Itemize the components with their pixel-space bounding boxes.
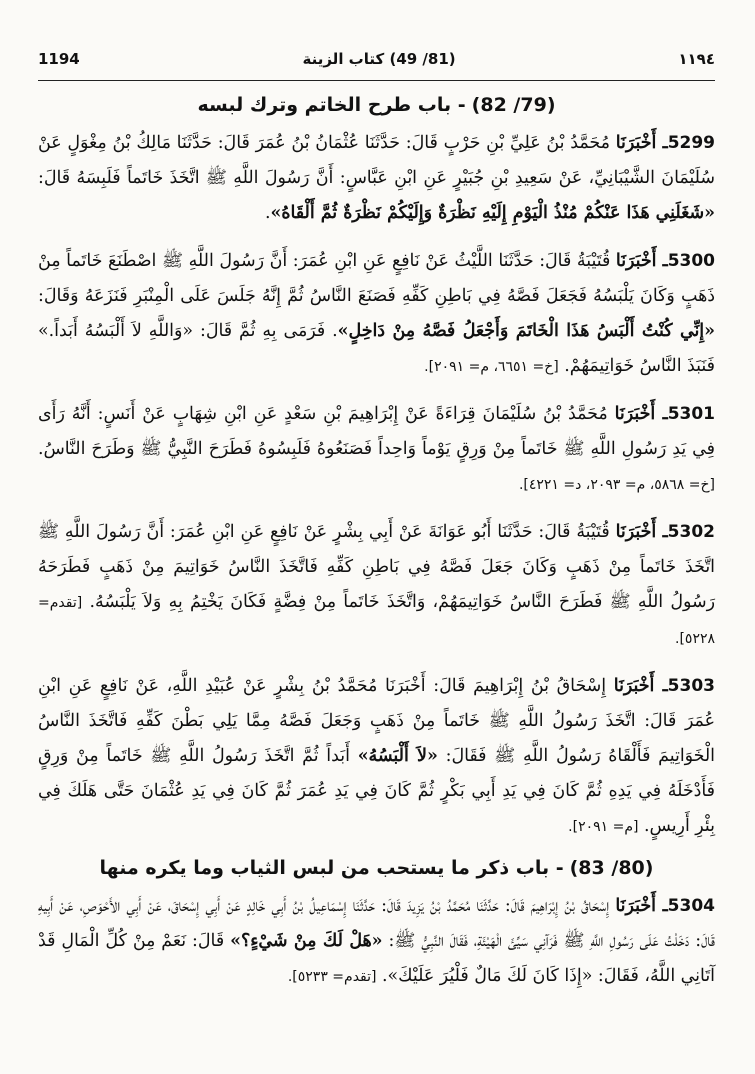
chapter-heading: [38, 857, 715, 879]
hadith-reference: [تقدم= ٥٢٢٨].: [38, 595, 715, 647]
hadith-tail: . فَرَمَى بِهِ ثُمَّ قَالَ: «وَاللَّهِ لاَ أَلْبَسُهُ أَبَداً.» فَنَبَذَ النَّاسُ خَوَاتِيمَهُمْ.: [38, 321, 715, 376]
chapter-number: (79/ 82): [471, 94, 556, 116]
hadith-text: إِسْحَاقُ بْنُ إِبْرَاهِيمَ قَالَ: أَخْبَرَنَا مُحَمَّدُ بْنُ بِشْرٍ عَنْ عُبَيْدِ اللَّهِ، عَنْ نَافِعٍ عَنِ ابْنِ عُمَرَ قَالَ: اتَّخَذَ رَسُولُ اللَّهِ ﷺ خَاتَماً مِنْ ذَهَبٍ وَجَعَلَ فَصَّهُ مِمَّا يَلِي بَطْنَ كَفِّهِ فَاتَّخَذَ النَّاسُ الْخَوَاتِيمَ فَأَلْقَاهُ رَسُولُ اللَّهِ ﷺ فَقَالَ:: [38, 676, 715, 766]
hadith-number: 5304: [667, 896, 715, 916]
hadith-number: 5302: [667, 522, 715, 542]
hadith-quote: «هَلْ لَكَ مِنْ شَيْءٍ؟»: [230, 931, 383, 951]
hadith-paragraph: [38, 397, 715, 503]
hadith-number: 5300: [667, 251, 716, 271]
hadith-opening: ـ أَخْبَرَنَا: [615, 896, 668, 916]
hadith-quote: «لاَ أَلْبَسُهُ»: [357, 746, 438, 766]
hadith-quote: «إِنِّي كُنْتُ أَلْبَسُ هَذَا الْخَاتَمَ وَأَجْعَلُ فَصَّهُ مِنْ دَاخِلٍ»: [337, 321, 715, 341]
hadith-opening: ـ أَخْبَرَنَا: [614, 404, 668, 424]
hadith-opening: ـ أَخْبَرَنَا: [615, 522, 668, 542]
hadith-tail: .: [264, 203, 271, 223]
hadith-tail: قَالَ: نَعَمْ مِنْ كُلِّ الْمَالِ قَدْ آتَانِي اللَّهُ، فَقَالَ: «إِذَا كَانَ لَكَ مَالٌ فَلْيُرَ عَلَيْكَ».: [38, 931, 715, 986]
hadith-number: 5303: [667, 676, 715, 696]
hadith-opening: ـ أَخْبَرَنَا: [615, 251, 668, 271]
hadith-number: 5299: [667, 133, 716, 153]
hadith-opening: ـ أَخْبَرَنَا: [613, 676, 668, 696]
hadith-reference: [خ= ٥٨٦٨، م= ٢٠٩٣، د= ٤٢٢١].: [518, 477, 715, 493]
hadith-text: مُحَمَّدُ بْنُ عَلِيِّ بْنِ حَرْبٍ قَالَ: حَدَّثَنَا عُثْمَانُ بْنُ عُمَرَ قَالَ: حَدَّثَنَا مَالِكُ بْنُ مِغْوَلٍ عَنْ سُلَيْمَانَ الشَّيْبَانِيِّ، عَنْ سَعِيدِ بْنِ جُبَيْرٍ عَنِ ابْنِ عَبَّاسٍ: أَنَّ رَسُولَ اللَّهِ ﷺ اتَّخَذَ خَاتَماً فَلَبِسَهُ قَالَ:: [38, 133, 715, 188]
hadith-number: 5301: [667, 404, 716, 424]
page-body: [38, 94, 715, 1007]
page-header: [38, 44, 715, 74]
hadith-paragraph: [38, 244, 715, 385]
chapter-title: - باب ذكر ما يستحب من لبس الثياب وما يكره منها: [99, 857, 564, 879]
hadith-paragraph: [38, 889, 715, 995]
chapter-number: (80/ 83): [569, 857, 654, 879]
hadith-paragraph: [38, 515, 715, 657]
hadith-paragraph: [38, 126, 715, 232]
hadith-paragraph: [38, 669, 715, 845]
hadith-reference: [م= ٢٠٩١].: [568, 819, 639, 835]
header-divider: [38, 80, 715, 81]
hadith-tail: أَبَداً ثُمَّ اتَّخَذَ رَسُولُ اللَّهِ ﷺ خَاتَماً مِنْ وَرِقٍ فَأَدْخَلَهُ فِي يَدِهِ ثُمَّ كَانَ فِي يَدِ أَبِي بَكْرٍ ثُمَّ كَانَ فِي يَدِ عُمَرَ ثُمَّ كَانَ فِي يَدِ عُثْمَانَ حَتَّى هَلَكَ فِي بِئْرِ أَرِيسٍ.: [38, 746, 715, 836]
hadith-quote: «شَغَلَنِي هَذَا عَنْكُمْ مُنْذُ الْيَوْمِ إِلَيْهِ نَظْرَةٌ وَإِلَيْكُمْ نَظْرَةٌ ثُمَّ أَلْقَاهُ»: [270, 203, 715, 223]
hadith-reference: [تقدم= ٥٢٣٣].: [287, 969, 377, 985]
chapter-title: - باب طرح الخاتم وترك لبسه: [197, 94, 466, 116]
hadith-text: قُتَيْبَةُ قَالَ: حَدَّثَنَا أَبُو عَوَانَةَ عَنْ أَبِي بِشْرٍ عَنْ نَافِعٍ عَنِ ابْنِ عُمَرَ: أَنَّ رَسُولَ اللَّهِ ﷺ اتَّخَذَ خَاتَماً مِنْ ذَهَبٍ وَكَانَ جَعَلَ فَصَّهُ فِي بَاطِنِ كَفِّهِ فَاتَّخَذَ النَّاسُ خَوَاتِيمَ مِنْ ذَهَبٍ فَطَرَحَهُ رَسُولُ اللَّهِ ﷺ فَطَرَحَ النَّاسُ خَوَاتِيمَهُمْ، وَاتَّخَذَ خَاتَماً مِنْ فِضَّةٍ فَكَانَ يَخْتِمُ بِهِ وَلاَ يَلْبَسُهُ.: [38, 522, 715, 612]
chapter-heading: [38, 94, 715, 116]
hadith-text: مُحَمَّدُ بْنُ سُلَيْمَانَ قِرَاءَةً عَنْ إِبْرَاهِيمَ بْنِ سَعْدٍ عَنِ ابْنِ شِهَابٍ عَنْ أَنَسٍ: أَنَّهُ رَأَى فِي يَدِ رَسُولِ اللَّهِ ﷺ خَاتَماً مِنْ وَرِقٍ يَوْماً وَاحِداً فَصَنَعُوهُ فَلَبِسُوهُ فَطَرَحَ النَّبِيُّ ﷺ وَطَرَحَ النَّاسُ.: [38, 404, 715, 459]
running-title: (81/ 49) كتاب الزينة: [302, 50, 456, 68]
hadith-text: قُتَيْبَةُ قَالَ: حَدَّثَنَا اللَّيْثُ عَنْ نَافِعٍ عَنِ ابْنِ عُمَرَ: أَنَّ رَسُولَ اللَّهِ ﷺ اصْطَنَعَ خَاتَماً مِنْ ذَهَبٍ وَكَانَ يَلْبَسُهُ فَجَعَلَ فَصَّهُ فِي بَاطِنِ كَفِّهِ فَصَنَعَ النَّاسُ ثُمَّ إِنَّهُ جَلَسَ عَلَى الْمِنْبَرِ فَنَزَعَهُ وَقَالَ:: [38, 251, 715, 306]
page-number-arabic: ١١٩٤: [678, 50, 715, 68]
page-number-latin: 1194: [38, 50, 80, 68]
hadith-reference: [خ= ٦٦٥١، م= ٢٠٩١].: [424, 359, 559, 375]
hadith-opening: ـ أَخْبَرَنَا: [615, 133, 668, 153]
hadith-text: إِسْحَاقُ بْنُ إِبْرَاهِيمَ قَالَ: حَدَّثَنَا مُحَمَّدُ بْنُ يَزِيدَ قَالَ: حَدَّثَنَا إِسْمَاعِيلُ بْنُ أَبِي خَالِدٍ عَنْ أَبِي إِسْحَاقَ، عَنْ أَبِي الأَحْوَصِ، عَنْ أَبِيهِ قَالَ: دَخَلْتُ عَلَى رَسُولِ اللَّهِ ﷺ فَرَآنِي سَيِّئَ الْهَيْئَةِ، فَقَالَ النَّبِيُّ ﷺ:: [38, 896, 715, 951]
